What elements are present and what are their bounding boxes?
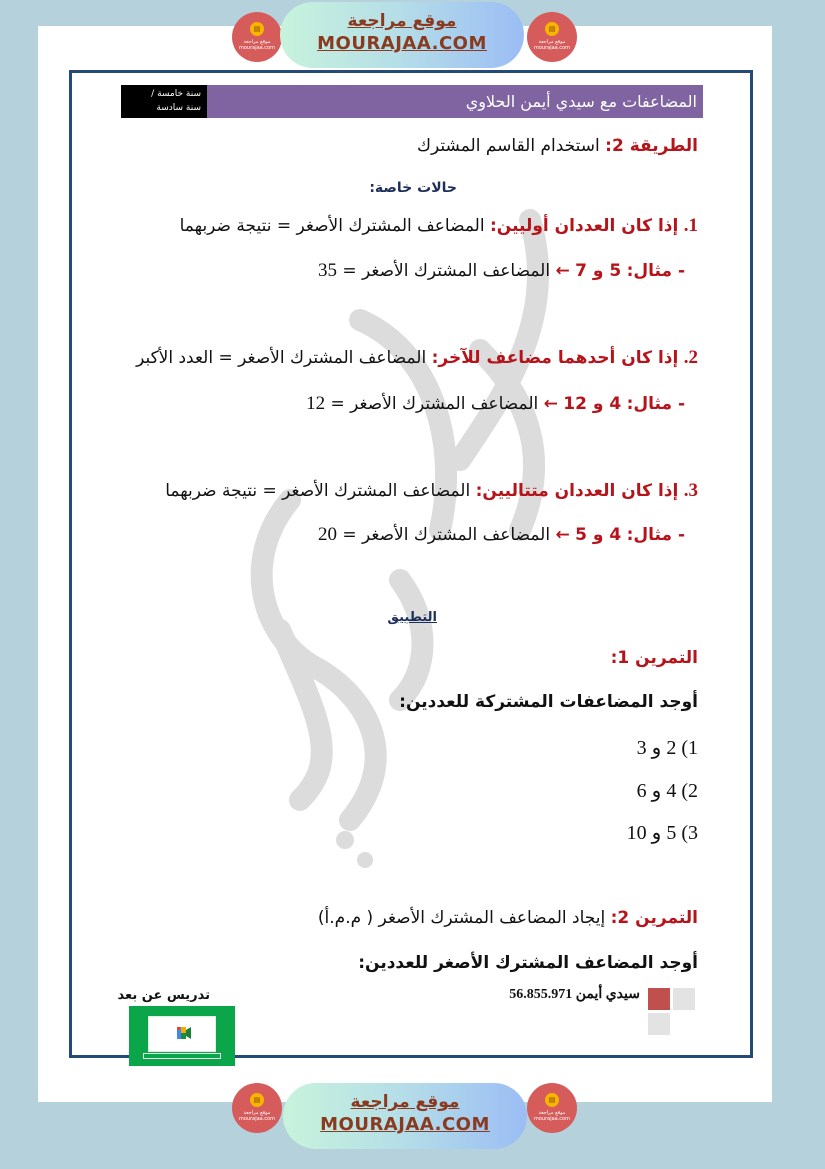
example-label: - مثال: <box>626 261 685 281</box>
arrow-left-icon: ← <box>555 525 570 545</box>
site-name-arabic: موقع مراجعة <box>350 1092 460 1112</box>
example-label: - مثال: <box>626 394 685 414</box>
case-3-example <box>318 524 685 546</box>
laptop-screen <box>148 1016 216 1052</box>
camera-icon <box>177 1027 191 1039</box>
example-numbers: 5 و 7 <box>575 261 622 281</box>
site-name-arabic: موقع مراجعة <box>347 11 457 31</box>
example-result: 35 <box>317 260 337 281</box>
method-text: استخدام القاسم المشترك <box>417 136 600 156</box>
grade-level-line1: سنة خامسة / <box>151 89 201 99</box>
book-icon: ▤ <box>545 22 559 36</box>
case-3 <box>165 480 698 502</box>
case-condition: إذا كان العددان متتاليين: <box>475 481 679 501</box>
square-gray <box>673 988 695 1010</box>
exercise-1-item: 2) 4 و 6 <box>636 780 698 802</box>
method-heading <box>417 136 698 156</box>
case-condition: إذا كان العددان أوليين: <box>489 216 679 236</box>
site-name-latin: MOURAJAA.COM <box>320 1114 490 1135</box>
laptop-base <box>143 1053 221 1059</box>
example-numbers: 4 و 12 <box>563 394 622 414</box>
example-numbers: 4 و 5 <box>575 525 622 545</box>
exercise-2-instruction: أوجد المضاعف المشترك الأصغر للعددين: <box>358 953 698 973</box>
site-badge-left-bottom[interactable]: ▤ موقع مراجعة mourajaa.com <box>232 1083 282 1133</box>
exercise-2-heading <box>318 908 698 928</box>
square-gray <box>648 1013 670 1035</box>
grade-level-line2: سنة سادسة <box>156 103 201 113</box>
site-badge-right-bottom[interactable]: ▤ موقع مراجعة mourajaa.com <box>527 1083 577 1133</box>
case-2 <box>136 347 698 369</box>
exercise-2-label: التمرين 2: <box>610 908 698 928</box>
site-banner-top[interactable] <box>280 2 524 68</box>
book-icon: ▤ <box>250 1093 264 1107</box>
case-2-example <box>306 393 685 415</box>
arrow-left-icon: ← <box>555 261 570 281</box>
example-result-text: المضاعف المشترك الأصغر = <box>342 525 551 545</box>
example-label: - مثال: <box>626 525 685 545</box>
grade-level <box>121 85 207 118</box>
special-cases-title: حالات خاصة: <box>369 180 457 196</box>
exercise-1-instruction: أوجد المضاعفات المشتركة للعددين: <box>399 692 698 712</box>
example-result: 20 <box>317 524 337 545</box>
exercise-1-item: 3) 5 و 10 <box>626 822 698 844</box>
exercise-1-item: 1) 2 و 3 <box>636 737 698 759</box>
book-icon: ▤ <box>250 22 264 36</box>
site-badge-right[interactable]: ▤ موقع مراجعة mourajaa.com <box>527 12 577 62</box>
exercise-1-label: التمرين 1: <box>610 648 698 668</box>
square-red <box>648 988 670 1010</box>
case-number: 3. <box>683 480 698 501</box>
case-1-example <box>318 260 685 282</box>
case-condition: إذا كان أحدهما مضاعف للآخر: <box>431 348 679 368</box>
example-result-text: المضاعف المشترك الأصغر = <box>342 261 551 281</box>
teacher-contact <box>509 986 640 1003</box>
site-badge-left[interactable]: ▤ موقع مراجعة mourajaa.com <box>232 12 282 62</box>
exercise-2-text: إيجاد المضاعف المشترك الأصغر ( م.م.أ) <box>317 908 606 928</box>
page-title: المضاعفات مع سيدي أيمن الحلاوي <box>207 85 703 118</box>
application-title: التطبيق <box>387 610 437 625</box>
phone-number[interactable]: 56.855.971 <box>509 987 573 1002</box>
example-result: 12 <box>306 393 326 414</box>
example-result-text: المضاعف المشترك الأصغر = <box>330 394 539 414</box>
case-1 <box>180 215 698 237</box>
site-banner-bottom[interactable] <box>283 1083 527 1149</box>
header-bar <box>121 85 703 118</box>
book-icon: ▤ <box>545 1093 559 1107</box>
case-rule: المضاعف المشترك الأصغر = نتيجة ضربهما <box>179 216 485 236</box>
case-number: 1. <box>683 215 698 236</box>
method-label: الطريقة 2: <box>605 136 698 156</box>
arrow-left-icon: ← <box>543 394 558 414</box>
case-rule: المضاعف المشترك الأصغر = العدد الأكبر <box>136 348 427 368</box>
teacher-name: سيدي أيمن <box>575 987 640 1002</box>
google-meet-icon[interactable] <box>129 1006 235 1066</box>
remote-teaching-label: تدريس عن بعد <box>117 988 210 1003</box>
site-name-latin: MOURAJAA.COM <box>317 33 487 54</box>
case-rule: المضاعف المشترك الأصغر = نتيجة ضربهما <box>165 481 471 501</box>
case-number: 2. <box>683 347 698 368</box>
